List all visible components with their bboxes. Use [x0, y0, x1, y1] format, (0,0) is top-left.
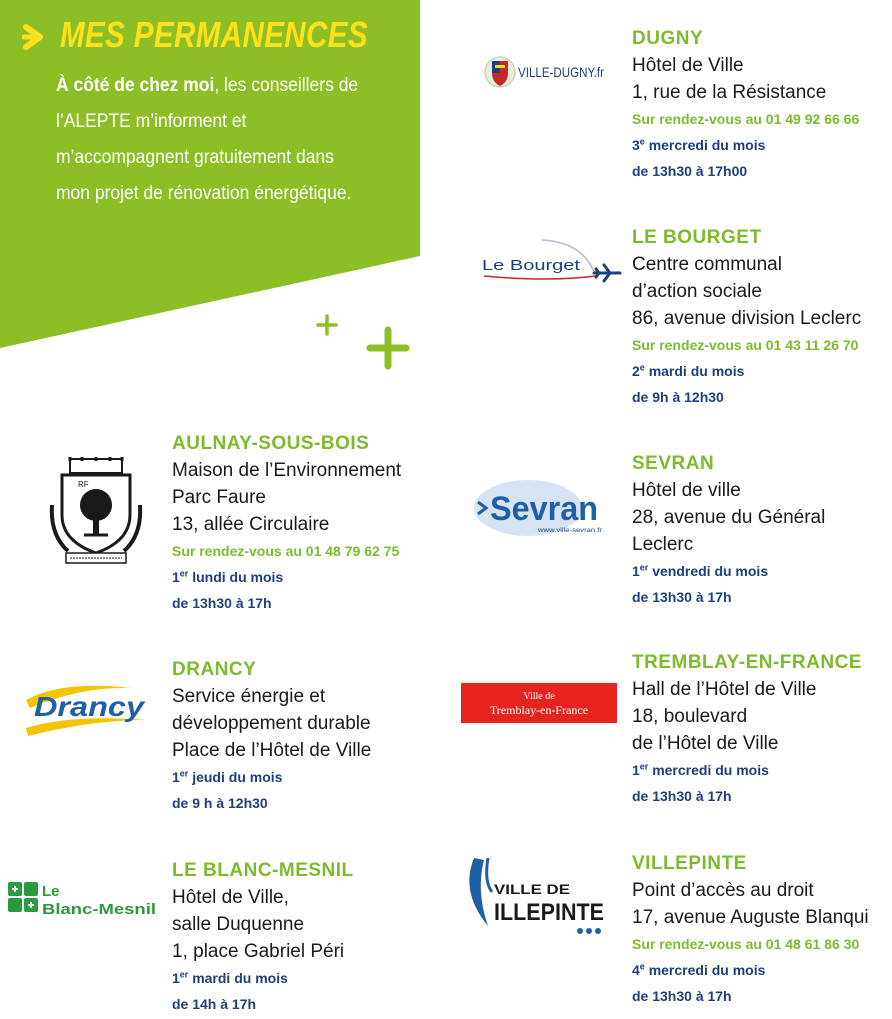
- tremblay-logo-line2: Tremblay-en-France: [489, 703, 589, 717]
- address-line: salle Duquenne: [172, 914, 305, 935]
- entry-aulnay-sous-bois: [172, 430, 401, 616]
- address-line: Place de l’Hôtel de Ville: [172, 740, 372, 761]
- intro-text: [56, 68, 369, 212]
- sevran-logo: [468, 474, 612, 543]
- entry-le-blanc-mesnil: [172, 857, 354, 1017]
- appointment-phone: Sur rendez-vous au 01 49 92 66 66: [632, 111, 860, 127]
- city-name: LE BOURGET: [632, 227, 762, 248]
- address-line: Hôtel de Ville,: [172, 887, 289, 908]
- day-label: mardi du mois: [188, 970, 288, 986]
- sevran-logo-url: www.ville-sevran.fr: [536, 528, 602, 534]
- day-ordinal: er: [639, 562, 649, 573]
- schedule-hours: de 9h à 12h30: [632, 389, 724, 405]
- chevron-right-icon: [22, 22, 50, 57]
- address-line: 86, avenue division Leclerc: [632, 308, 862, 329]
- city-name: DRANCY: [172, 659, 257, 680]
- villepinte-logo: [458, 852, 608, 941]
- villepinte-logo-line2: ILLEPINTE: [494, 899, 604, 926]
- address-line: 1, place Gabriel Péri: [172, 941, 345, 962]
- page-title: MES PERMANENCES: [60, 14, 368, 55]
- city-name: SEVRAN: [632, 453, 715, 474]
- le-bourget-logo: [478, 236, 624, 297]
- city-name: LE BLANC-MESNIL: [172, 860, 354, 881]
- address-line: 18, boulevard: [632, 706, 748, 727]
- day-number: 1: [172, 569, 180, 585]
- dugny-logo-text: VILLE-DUGNY.fr: [518, 64, 605, 80]
- schedule-hours: de 13h30 à 17h: [632, 788, 732, 804]
- appointment-phone: Sur rendez-vous au 01 43 11 26 70: [632, 337, 859, 353]
- city-name: VILLEPINTE: [632, 853, 747, 874]
- day-label: mardi du mois: [644, 363, 745, 379]
- blanc-mesnil-logo-line2: Blanc-Mesnil: [42, 901, 156, 918]
- address-line: Service énergie et: [172, 686, 326, 707]
- dugny-logo: [482, 52, 614, 97]
- schedule-hours: de 13h30 à 17h: [632, 589, 732, 605]
- address-line: 17, avenue Auguste Blanqui: [632, 907, 869, 928]
- schedule-day: [632, 957, 869, 983]
- address-line: Leclerc: [632, 534, 694, 555]
- airplane-icon: [594, 265, 620, 281]
- address-line: Parc Faure: [172, 487, 266, 508]
- address-line: Hall de l’Hôtel de Ville: [632, 679, 817, 700]
- entry-le-bourget: [632, 224, 861, 410]
- aulnay-crest-letters: RF: [78, 480, 89, 489]
- address-line: d’action sociale: [632, 281, 762, 302]
- day-number: 4: [632, 962, 640, 978]
- address-line: 1, rue de la Résistance: [632, 82, 827, 103]
- address-line: Hôtel de ville: [632, 480, 741, 501]
- schedule-hours: de 14h à 17h: [172, 996, 257, 1012]
- day-number: 1: [632, 762, 640, 778]
- schedule-day: [632, 558, 825, 584]
- blanc-mesnil-logo: [6, 878, 160, 925]
- day-number: 1: [172, 970, 180, 986]
- schedule-day: [172, 764, 371, 790]
- day-ordinal: er: [179, 568, 189, 579]
- city-name: TREMBLAY-EN-FRANCE: [632, 652, 862, 673]
- day-ordinal: er: [179, 768, 189, 779]
- day-ordinal: e: [639, 136, 645, 147]
- villepinte-logo-line1: VILLE DE: [494, 881, 570, 897]
- intro-bold: À côté de chez moi: [56, 75, 215, 96]
- appointment-phone: Sur rendez-vous au 01 48 79 62 75: [172, 543, 400, 559]
- blanc-mesnil-logo-line1: Le: [42, 883, 60, 900]
- entry-villepinte: [632, 850, 869, 1009]
- entry-drancy: [172, 656, 371, 816]
- day-ordinal: e: [639, 362, 645, 373]
- day-number: 1: [172, 769, 180, 785]
- plus-icon-large: [366, 326, 410, 375]
- day-label: mercredi du mois: [644, 137, 766, 153]
- day-number: 2: [632, 363, 640, 379]
- schedule-hours: de 13h30 à 17h: [632, 988, 732, 1004]
- intro-rest: , les conseillers de l’ALEPTE m’informent et m’accompagnent gratuitement dans mon projet de rénovation énergétique.: [56, 75, 359, 204]
- day-label: lundi du mois: [188, 569, 284, 585]
- address-line: Point d’accès au droit: [632, 880, 814, 901]
- day-label: vendredi du mois: [648, 563, 769, 579]
- le-bourget-logo-text: Le Bourget: [482, 257, 582, 274]
- day-ordinal: e: [639, 961, 645, 972]
- schedule-hours: de 13h30 à 17h: [172, 595, 272, 611]
- schedule-day: [632, 358, 861, 384]
- entry-tremblay-en-france: [632, 649, 862, 809]
- address-line: Maison de l’Environnement: [172, 460, 402, 481]
- city-name: AULNAY-SOUS-BOIS: [172, 433, 370, 454]
- address-line: Hôtel de Ville: [632, 55, 744, 76]
- schedule-day: [172, 564, 401, 590]
- schedule-day: [172, 965, 354, 991]
- day-label: jeudi du mois: [188, 769, 283, 785]
- address-line: 13, allée Circulaire: [172, 514, 330, 535]
- sevran-logo-text: Sevran: [490, 490, 598, 528]
- schedule-hours: de 9 h à 12h30: [172, 795, 268, 811]
- day-label: mercredi du mois: [648, 762, 769, 778]
- entry-sevran: [632, 450, 825, 610]
- day-ordinal: er: [179, 969, 189, 980]
- appointment-phone: Sur rendez-vous au 01 48 61 86 30: [632, 936, 860, 952]
- plus-icon: [316, 314, 338, 341]
- city-name: DUGNY: [632, 28, 704, 49]
- address-line: Centre communal: [632, 254, 782, 275]
- day-ordinal: er: [639, 761, 649, 772]
- address-line: 28, avenue du Général: [632, 507, 826, 528]
- day-label: mercredi du mois: [644, 962, 766, 978]
- address-line: de l’Hôtel de Ville: [632, 733, 779, 754]
- entry-dugny: [632, 25, 859, 184]
- schedule-day: [632, 132, 859, 158]
- day-number: 3: [632, 137, 640, 153]
- drancy-logo-text: Drancy: [34, 691, 146, 722]
- address-line: développement durable: [172, 713, 371, 734]
- schedule-hours: de 13h30 à 17h00: [632, 163, 748, 179]
- tremblay-logo: [461, 683, 617, 728]
- aulnay-sous-bois-crest: [48, 455, 144, 572]
- schedule-day: [632, 757, 862, 783]
- drancy-logo: [22, 676, 150, 745]
- tremblay-logo-line1: Ville de: [523, 691, 555, 702]
- day-number: 1: [632, 563, 640, 579]
